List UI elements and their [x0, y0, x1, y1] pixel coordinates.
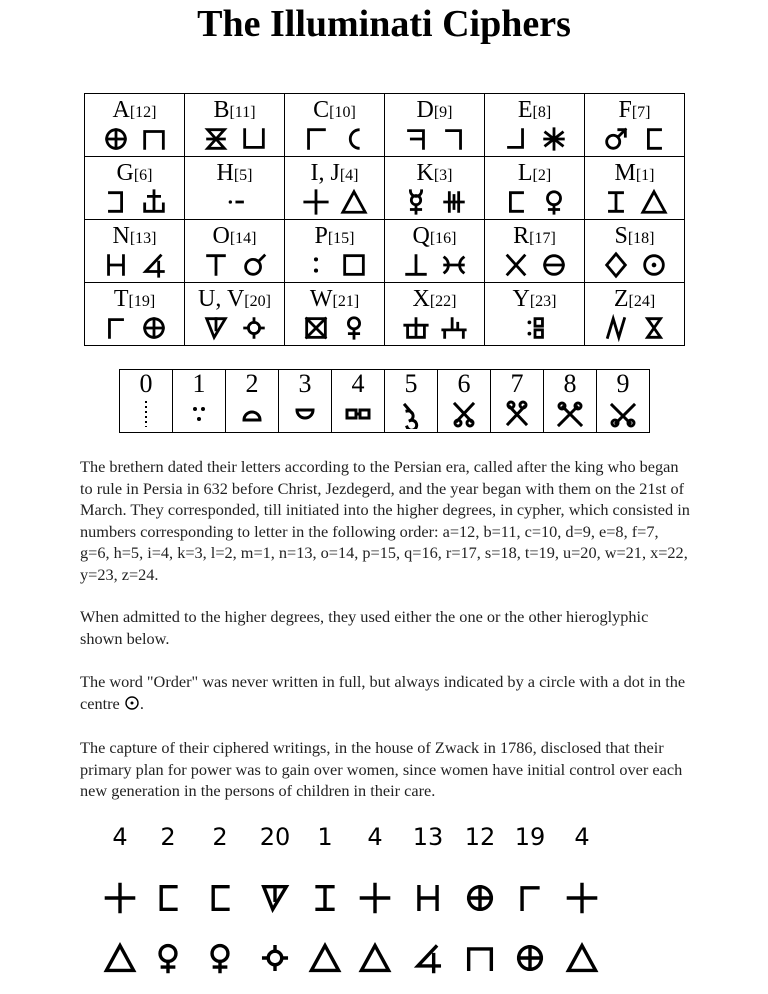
cipher-glyphs	[485, 124, 584, 154]
cipher-number: [17]	[529, 230, 556, 247]
page-title: The Illuminati Ciphers	[197, 3, 571, 45]
cipher-cell	[185, 94, 285, 157]
triangle-icon	[640, 188, 668, 216]
cipher-glyphs	[385, 313, 484, 343]
cipher-label	[285, 285, 384, 313]
cipher-letter: E	[517, 97, 533, 123]
numeral-7-icon	[502, 399, 532, 429]
bracketL-icon	[203, 881, 237, 915]
triangle-icon	[340, 188, 368, 216]
cipher-number: [11]	[229, 104, 256, 121]
numeral-9-icon	[608, 399, 638, 429]
cipher-letter-table	[84, 93, 685, 346]
cipher-label	[385, 159, 484, 187]
hourglass2-icon	[640, 314, 668, 342]
cipher-glyphs	[485, 313, 584, 343]
cipher-label	[485, 285, 584, 313]
cipher-glyphs	[85, 187, 184, 217]
cipher-glyphs	[185, 250, 284, 280]
cipher-number: [6]	[133, 167, 153, 184]
example-number: 1	[317, 823, 333, 851]
numeral-3-icon	[290, 399, 320, 429]
example-number: 20	[259, 823, 291, 851]
cipher-letter: I, J	[310, 160, 340, 186]
cipher-glyphs	[585, 187, 684, 217]
cipher-letter: Q	[412, 223, 430, 249]
cipher-label	[185, 159, 284, 187]
numeral-cell	[120, 370, 173, 433]
numeral-label: 0	[139, 369, 153, 398]
cipher-label	[85, 96, 184, 124]
cipher-glyphs	[85, 124, 184, 154]
cipher-letter: U, V	[198, 286, 245, 312]
ibeam-icon	[602, 188, 630, 216]
numeral-cell	[332, 370, 385, 433]
cipher-cell	[185, 283, 285, 346]
cipher-label	[85, 159, 184, 187]
numeral-label: 3	[298, 369, 312, 398]
cipher-number: [12]	[129, 104, 157, 121]
cipher-cell	[585, 283, 685, 346]
star-icon	[540, 125, 568, 153]
dotdash-icon	[221, 188, 249, 216]
triangle-icon	[308, 941, 342, 975]
ocirc-icon	[240, 251, 268, 279]
cipher-label	[485, 159, 584, 187]
cipher-cell	[185, 157, 285, 220]
numeral-5-icon	[396, 399, 426, 429]
seven-icon	[402, 125, 430, 153]
H-icon	[102, 251, 130, 279]
cipher-cell	[285, 283, 385, 346]
cipher-letter: X	[412, 286, 430, 312]
cipher-glyphs	[485, 187, 584, 217]
paragraph-capture: The capture of their ciphered writings, in the house of Zwack in 1786, disclosed that their primary plan for power was to gain over women, since women have initial control over each new generation in the persons of children in their care.	[80, 738, 683, 800]
numeral-cell	[173, 370, 226, 433]
cog-icon	[240, 314, 268, 342]
cipher-numeral-table	[119, 369, 650, 433]
cipher-glyphs	[585, 124, 684, 154]
cup-icon	[240, 125, 268, 153]
cipher-glyphs	[385, 124, 484, 154]
cipher-label	[485, 96, 584, 124]
corner2-icon	[513, 881, 547, 915]
houseT-icon	[402, 314, 430, 342]
cipher-label	[285, 96, 384, 124]
trinabla-icon	[202, 314, 230, 342]
cipher-label	[85, 222, 184, 250]
numeral-label: 8	[563, 369, 577, 398]
example-number: 12	[464, 823, 496, 851]
tee-icon	[202, 251, 230, 279]
cipher-cell	[285, 220, 385, 283]
cipher-letter: H	[216, 160, 234, 186]
numeral-glyph	[173, 398, 225, 430]
numeral-cell	[385, 370, 438, 433]
anchor-icon	[140, 188, 168, 216]
cipher-label	[385, 285, 484, 313]
cipher-label	[185, 222, 284, 250]
cipher-cell	[85, 283, 185, 346]
hashbars-icon	[440, 188, 468, 216]
cipher-cell	[285, 94, 385, 157]
hourglass-icon	[202, 125, 230, 153]
cipher-cell	[85, 220, 185, 283]
plus-icon	[103, 881, 137, 915]
example-number: 13	[412, 823, 444, 851]
cipher-cell	[585, 220, 685, 283]
plus-icon	[302, 188, 330, 216]
cipher-glyphs	[585, 313, 684, 343]
cipher-cell	[485, 283, 585, 346]
cipher-label	[285, 222, 384, 250]
cipher-letter: W	[309, 286, 333, 312]
numeral-cell	[491, 370, 544, 433]
numeral-cell	[438, 370, 491, 433]
order-text-end: .	[139, 693, 144, 713]
cipher-letter: P	[314, 223, 328, 249]
cipher-glyphs	[185, 313, 284, 343]
numeral-6-icon	[449, 399, 479, 429]
houseT2-icon	[440, 314, 468, 342]
cipher-cell	[85, 157, 185, 220]
corner2-icon	[102, 314, 130, 342]
cipher-number: [10]	[329, 104, 356, 121]
paragraph-higher-degrees: When admitted to the higher degrees, they used either the one or the other hieroglyphic shown below.	[80, 607, 649, 648]
bracketL-icon	[151, 881, 185, 915]
cipher-cell	[385, 157, 485, 220]
boxopen-icon	[140, 125, 168, 153]
venus-icon	[151, 941, 185, 975]
cipher-label	[585, 159, 684, 187]
cipher-glyphs	[285, 250, 384, 280]
H-icon	[411, 881, 445, 915]
numeral-label: 6	[457, 369, 471, 398]
cipher-letter: F	[618, 97, 632, 123]
circlecross-icon	[463, 881, 497, 915]
cipher-glyphs	[85, 250, 184, 280]
cipher-cell	[285, 157, 385, 220]
numeral-glyph	[597, 398, 649, 430]
numeral-glyph	[120, 398, 172, 430]
triangle-icon	[103, 941, 137, 975]
numeral-8-icon	[555, 399, 585, 429]
diamond-icon	[602, 251, 630, 279]
jhook-icon	[502, 125, 530, 153]
numeral-label: 5	[404, 369, 418, 398]
cipher-number: [15]	[327, 230, 355, 247]
numeral-0-icon	[131, 399, 161, 429]
cipher-cell	[485, 157, 585, 220]
triangle-icon	[358, 941, 392, 975]
colonbox-icon	[521, 314, 549, 342]
example-number-row	[110, 817, 630, 857]
cipher-letter: K	[416, 160, 434, 186]
example-glyph-row-2	[110, 938, 630, 978]
cipher-number: [20]	[244, 293, 271, 310]
cipher-glyphs	[285, 313, 384, 343]
numeral-label: 4	[351, 369, 365, 398]
thetabar-icon	[540, 251, 568, 279]
cipher-label	[285, 159, 384, 187]
numeral-glyph	[544, 398, 596, 430]
X-icon	[502, 251, 530, 279]
cipher-glyphs	[85, 313, 184, 343]
zigzag-icon	[602, 314, 630, 342]
numeral-cell	[226, 370, 279, 433]
paragraph-order-word	[80, 671, 690, 714]
cipher-letter: T	[113, 286, 129, 312]
rhook-icon	[440, 125, 468, 153]
cipher-cell	[185, 220, 285, 283]
numeral-glyph	[226, 398, 278, 430]
numeral-cell	[597, 370, 650, 433]
flag4-icon	[411, 941, 445, 975]
example-number: 2	[212, 823, 228, 851]
mercury-icon	[402, 188, 430, 216]
numeral-glyph	[385, 398, 437, 430]
example-number: 2	[160, 823, 176, 851]
cipher-number: [18]	[627, 230, 655, 247]
cipher-letter: A	[112, 97, 130, 123]
numeral-glyph	[438, 398, 490, 430]
xcurl-icon	[440, 251, 468, 279]
cipher-number: [19]	[128, 293, 156, 310]
venus-icon	[203, 941, 237, 975]
venusS-icon	[340, 314, 368, 342]
cipher-cell	[85, 94, 185, 157]
numeral-cell	[544, 370, 597, 433]
cipher-glyphs	[385, 250, 484, 280]
circledot-icon	[640, 251, 668, 279]
numeral-4-icon	[343, 399, 373, 429]
cipher-cell	[385, 94, 485, 157]
uptack-icon	[402, 251, 430, 279]
boxopen-icon	[463, 941, 497, 975]
cipher-letter: L	[517, 160, 533, 186]
numeral-label: 9	[616, 369, 630, 398]
paragraph-persian-era: The brethern dated their letters according to the Persian era, called after the king who began to rule in Persia in 632 before Christ, Jezdegerd, and the year began with them on the 21st of March. They corresponded, till initiated into the higher degrees, in cypher, which consisted in numbers corresponding to letter in the following order: a=12, b=11, c=10, d=9, e=8, f=7, g=6, h=5, i=4, k=3, l=2, m=1, n=13, o=14, p=15, q=16, r=17, s=18, t=19, u=20, w=21, x=22, y=23, z=24.	[80, 457, 690, 584]
plus-icon	[358, 881, 392, 915]
cipher-letter: Z	[613, 286, 629, 312]
cipher-number: [8]	[532, 104, 552, 121]
numeral-glyph	[332, 398, 384, 430]
example-number: 19	[514, 823, 546, 851]
cipher-glyphs	[285, 187, 384, 217]
cipher-glyphs	[585, 250, 684, 280]
cipher-label	[485, 222, 584, 250]
colon-icon	[302, 251, 330, 279]
cipher-letter: M	[614, 160, 636, 186]
cipher-letter: D	[416, 97, 434, 123]
cipher-number: [7]	[631, 104, 651, 121]
cipher-letter: B	[213, 97, 230, 123]
boxX-icon	[302, 314, 330, 342]
cipher-glyphs	[485, 250, 584, 280]
cipher-label	[385, 96, 484, 124]
cipher-cell	[385, 220, 485, 283]
example-number: 4	[574, 823, 590, 851]
cipher-cell	[585, 157, 685, 220]
numeral-glyph	[279, 398, 331, 430]
cipher-number: [9]	[433, 104, 453, 121]
cipher-number: [21]	[332, 293, 360, 310]
cipher-letter: S	[614, 223, 628, 249]
circlecross-icon	[513, 941, 547, 975]
cipher-letter: N	[112, 223, 130, 249]
numeral-label: 7	[510, 369, 524, 398]
mars-icon	[602, 125, 630, 153]
cipher-letter: Y	[512, 286, 530, 312]
cipher-glyphs	[185, 187, 284, 217]
cipher-label	[185, 96, 284, 124]
numeral-cell	[279, 370, 332, 433]
circlecross-icon	[102, 125, 130, 153]
cipher-cell	[485, 220, 585, 283]
triangle-icon	[565, 941, 599, 975]
cipher-cell	[585, 94, 685, 157]
bracketR-icon	[102, 188, 130, 216]
cipher-label	[585, 222, 684, 250]
numeral-label: 2	[245, 369, 259, 398]
bracketL-icon	[640, 125, 668, 153]
cipher-number: [3]	[433, 167, 453, 184]
cipher-label	[85, 285, 184, 313]
circlecross-icon	[140, 314, 168, 342]
cipher-letter: O	[212, 223, 230, 249]
venus-icon	[540, 188, 568, 216]
cipher-letter: C	[313, 97, 330, 123]
numeral-1-icon	[184, 399, 214, 429]
cipher-glyphs	[285, 124, 384, 154]
example-number: 4	[112, 823, 128, 851]
cipher-number: [2]	[532, 167, 552, 184]
cipher-number: [23]	[529, 293, 557, 310]
cipher-cell	[385, 283, 485, 346]
cipher-number: [22]	[429, 293, 457, 310]
numeral-glyph	[491, 398, 543, 430]
cipher-number: [24]	[628, 293, 656, 310]
ibeam-icon	[308, 881, 342, 915]
cipher-glyphs	[385, 187, 484, 217]
cipher-letter: R	[513, 223, 530, 249]
cipher-cell	[485, 94, 585, 157]
cipher-letter: G	[116, 160, 134, 186]
cipher-number: [14]	[229, 230, 257, 247]
example-number: 4	[367, 823, 383, 851]
cipher-label	[385, 222, 484, 250]
square-icon	[340, 251, 368, 279]
plus-icon	[565, 881, 599, 915]
cipher-label	[585, 285, 684, 313]
cipher-glyphs	[185, 124, 284, 154]
cipher-number: [1]	[635, 167, 655, 184]
numeral-label: 1	[192, 369, 206, 398]
flag4-icon	[140, 251, 168, 279]
cipher-number: [5]	[233, 167, 253, 184]
order-text: The word "Order" was never written in full, but always indicated by a circle with a dot in the centre	[80, 672, 686, 713]
cipher-number: [16]	[429, 230, 457, 247]
moon-icon	[340, 125, 368, 153]
circle-dot-icon	[124, 695, 140, 711]
cipher-label	[585, 96, 684, 124]
numeral-2-icon	[237, 399, 267, 429]
example-glyph-row-1	[110, 878, 630, 918]
corner-icon	[302, 125, 330, 153]
cipher-number: [13]	[129, 230, 157, 247]
cipher-number: [4]	[339, 167, 359, 184]
cipher-label	[185, 285, 284, 313]
bracketL-icon	[502, 188, 530, 216]
cog-icon	[258, 941, 292, 975]
trinabla-icon	[258, 881, 292, 915]
